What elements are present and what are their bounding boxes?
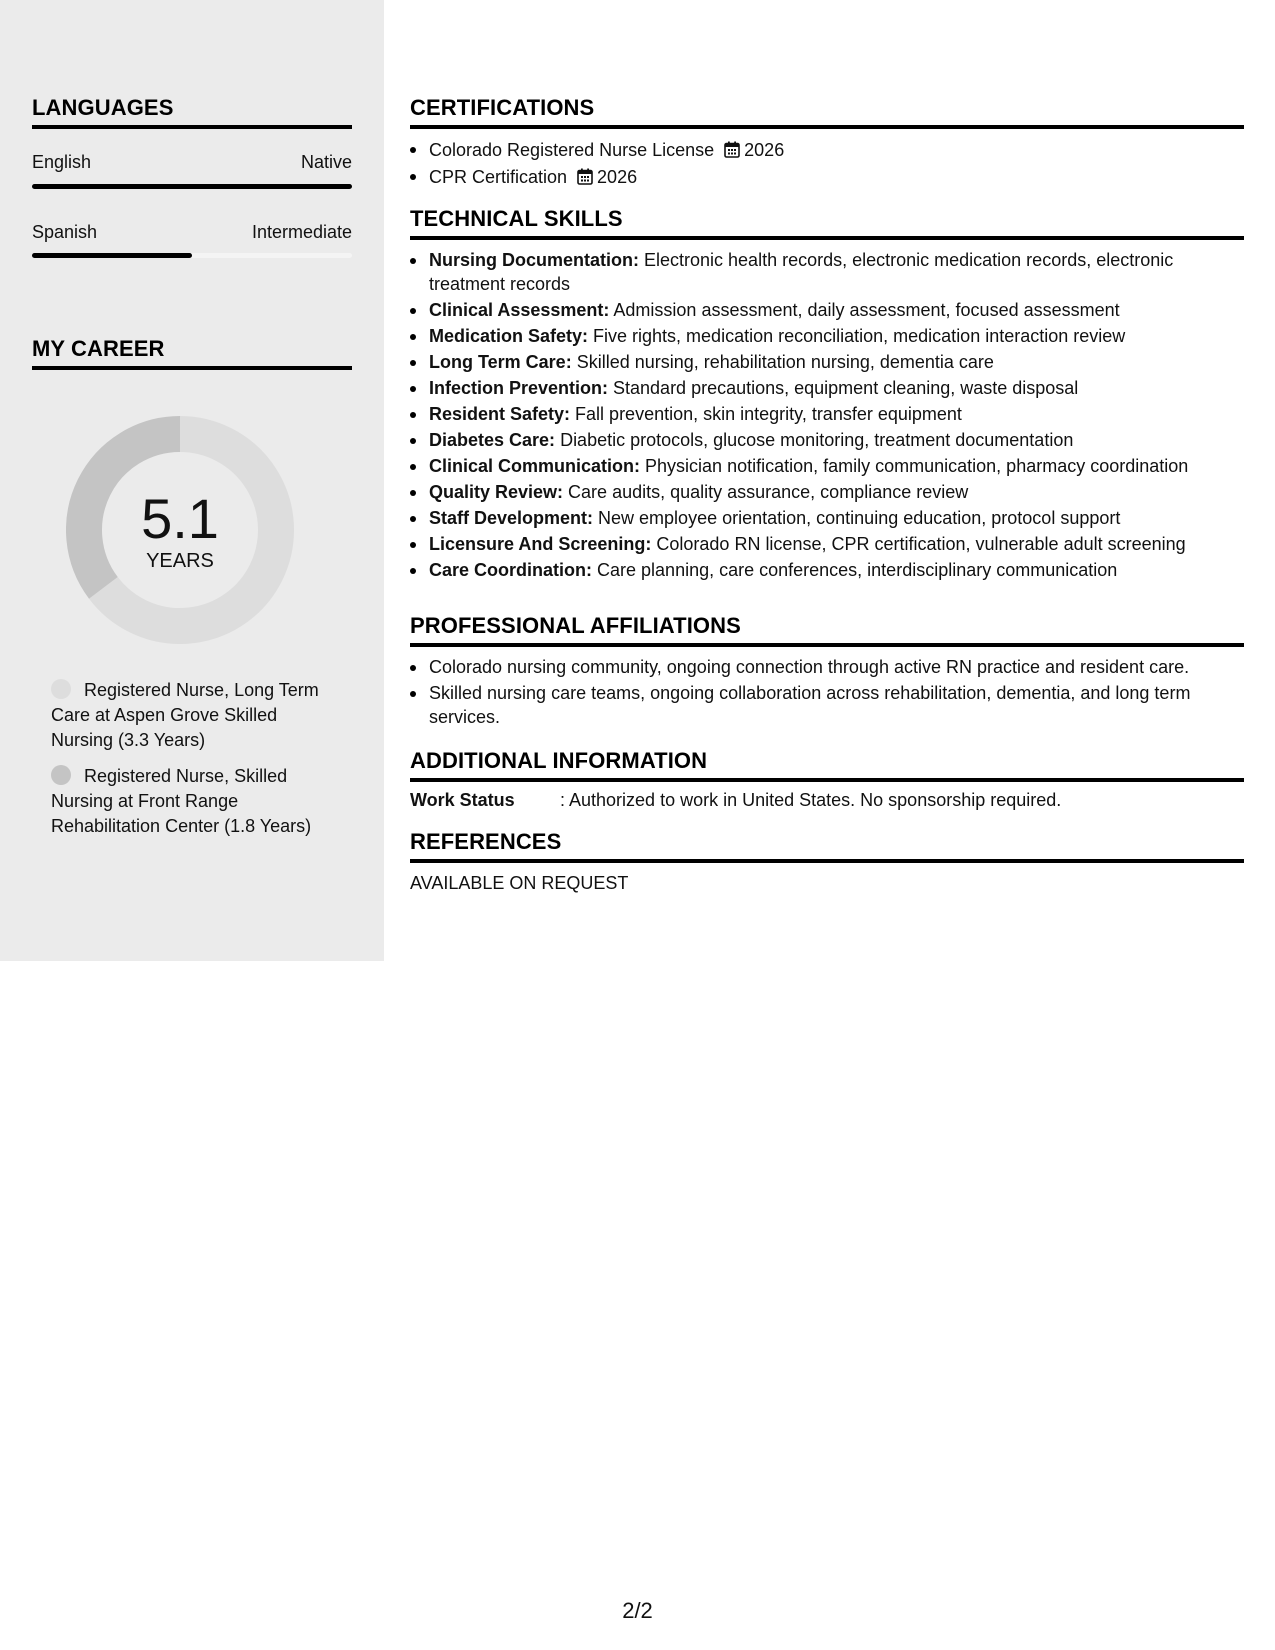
work-status-row <box>410 790 1244 811</box>
certification-item <box>410 137 1244 164</box>
skill-item <box>410 480 1244 504</box>
language-proficiency-bar-spanish <box>32 253 352 258</box>
language-proficiency-bar-english <box>32 184 352 189</box>
calendar-icon <box>577 168 593 185</box>
skill-text: Fall prevention, skin integrity, transfer equipment <box>570 404 962 424</box>
language-name: Spanish <box>32 222 98 242</box>
skill-label: Long Term Care: <box>429 352 572 372</box>
skill-text: Standard precautions, equipment cleaning, waste disposal <box>608 378 1079 398</box>
skill-item <box>410 248 1244 296</box>
affiliations-heading: PROFESSIONAL AFFILIATIONS <box>410 613 1244 647</box>
skill-item <box>410 324 1244 348</box>
skill-text: Care audits, quality assurance, compliance review <box>563 482 969 502</box>
career-years-unit: YEARS <box>146 550 214 572</box>
certifications-section <box>410 95 1244 191</box>
skill-item <box>410 558 1244 582</box>
skill-text: Care planning, care conferences, interdisciplinary communication <box>592 560 1118 580</box>
technical-skills-heading: TECHNICAL SKILLS <box>410 206 1244 240</box>
calendar-icon <box>724 141 740 158</box>
work-status-value: : Authorized to work in United States. No sponsorship required. <box>560 790 1062 810</box>
skill-label: Infection Prevention: <box>429 378 609 398</box>
skill-label: Staff Development: <box>429 508 594 528</box>
skill-label: Diabetes Care: <box>429 430 556 450</box>
certification-name: CPR Certification <box>429 167 568 187</box>
skill-text: Colorado RN license, CPR certification, vulnerable adult screening <box>651 534 1186 554</box>
additional-info-heading: ADDITIONAL INFORMATION <box>410 748 1244 782</box>
affiliation-item: Colorado nursing community, ongoing connection through active RN practice and resident care. <box>410 655 1244 679</box>
skill-label: Resident Safety: <box>429 404 571 424</box>
skill-item <box>410 402 1244 426</box>
skill-label: Care Coordination: <box>429 560 593 580</box>
work-status-label: Work Status <box>410 790 515 810</box>
references-section <box>410 829 1244 894</box>
sidebar <box>0 0 384 961</box>
skill-text: Skilled nursing, rehabilitation nursing, dementia care <box>571 352 994 372</box>
skill-text: New employee orientation, continuing education, protocol support <box>593 508 1121 528</box>
certification-name: Colorado Registered Nurse License <box>429 140 715 160</box>
language-name: English <box>32 152 92 172</box>
language-row-english <box>32 152 352 173</box>
skill-label: Clinical Assessment: <box>429 300 610 320</box>
technical-skills-section <box>410 206 1244 584</box>
certification-item <box>410 164 1244 191</box>
career-role-item <box>51 678 341 753</box>
language-proficiency-fill <box>32 184 352 189</box>
affiliation-item: Skilled nursing care teams, ongoing collaboration across rehabilitation, dementia, and long term services. <box>410 681 1244 729</box>
skill-label: Licensure And Screening: <box>429 534 652 554</box>
references-text: AVAILABLE ON REQUEST <box>410 873 629 893</box>
career-role-text: Registered Nurse, Long Term Care at Aspen Grove Skilled Nursing (3.3 Years) <box>51 680 319 750</box>
references-heading: REFERENCES <box>410 829 1244 863</box>
career-role-item <box>51 764 341 839</box>
language-level: Intermediate <box>251 222 352 242</box>
skill-label: Medication Safety: <box>429 326 589 346</box>
skill-item <box>410 350 1244 374</box>
affiliations-section <box>410 613 1244 731</box>
skill-item <box>410 506 1244 530</box>
skill-label: Nursing Documentation: <box>429 250 639 270</box>
skill-text: Physician notification, family communication, pharmacy coordination <box>640 456 1189 476</box>
career-total-years: 5.1 <box>141 487 219 550</box>
skill-item <box>410 428 1244 452</box>
skill-text: Diabetic protocols, glucose monitoring, treatment documentation <box>555 430 1074 450</box>
skill-item <box>410 454 1244 478</box>
career-heading: MY CAREER <box>32 336 352 370</box>
language-row-spanish <box>32 222 352 243</box>
certifications-heading: CERTIFICATIONS <box>410 95 1244 129</box>
skill-label: Clinical Communication: <box>429 456 641 476</box>
additional-info-section <box>410 748 1244 811</box>
skill-item <box>410 376 1244 400</box>
skill-text: Five rights, medication reconciliation, medication interaction review <box>588 326 1126 346</box>
certification-year: 2026 <box>597 167 638 187</box>
skill-item <box>410 298 1244 322</box>
language-proficiency-fill <box>32 253 192 258</box>
page-number: 2/2 <box>622 1598 653 1623</box>
languages-heading: LANGUAGES <box>32 95 352 129</box>
skill-item <box>410 532 1244 556</box>
skill-text: Electronic health records, electronic medication records, electronic treatment records <box>429 250 1174 294</box>
skill-label: Quality Review: <box>429 482 564 502</box>
skill-text: Admission assessment, daily assessment, focused assessment <box>609 300 1120 320</box>
career-legend-dot <box>51 679 71 699</box>
language-level: Native <box>300 152 352 172</box>
certification-year: 2026 <box>744 140 785 160</box>
career-role-text: Registered Nurse, Skilled Nursing at Front Range Rehabilitation Center (1.8 Years) <box>51 766 312 836</box>
career-legend-dot <box>51 765 71 785</box>
